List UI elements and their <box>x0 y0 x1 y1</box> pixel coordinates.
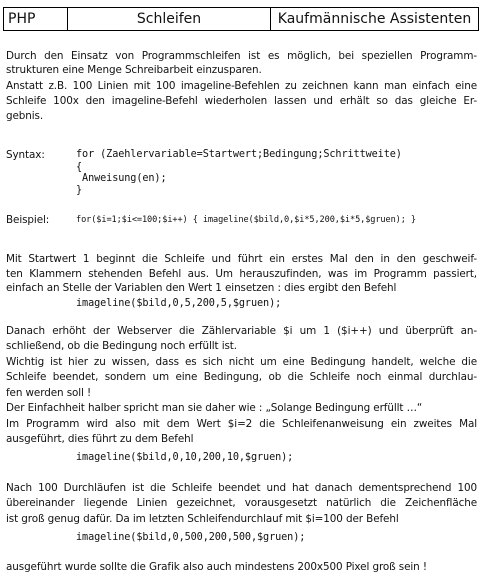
intro-line-4: Schleife 100x den imageline-Befehl wiederholen lassen und erhält so das gleiche Er- <box>6 95 477 107</box>
para2-code: imageline($bild,0,10,200,10,$gruen); <box>76 452 294 463</box>
header-subject: PHP <box>4 8 68 30</box>
syntax-code-line-4: } <box>76 185 83 196</box>
header-topic: Schleifen <box>68 8 271 30</box>
intro-line-1: Durch den Einsatz von Programmschleifen ist es möglich, bei speziellen Programm- <box>6 50 477 62</box>
syntax-label: Syntax: <box>6 149 45 161</box>
syntax-code-line-1: for (Zaehlervariable=Startwert;Bedingung;Schrittweite) <box>76 149 402 160</box>
para2-line-1: Danach erhöht der Webserver die Zählervariable $i um 1 ($i++) und überprüft an- <box>6 325 477 337</box>
para3-line-4: ausgeführt wurde sollte die Grafik also auch mindestens 200x500 Pixel groß sein ! <box>6 561 427 573</box>
syntax-code-line-2: { <box>76 162 83 173</box>
header-table <box>3 7 479 31</box>
para2-line-3: Wichtig ist hier zu wissen, dass es sich nicht um eine Bedingung handelt, welche die <box>6 356 477 368</box>
para2-line-6: Der Einfachheit halber spricht man sie daher wie : „Solange Bedingung erfüllt …“ <box>6 402 423 414</box>
para3-line-2: übereinander liegende Linien gezeichnet, vorausgesetzt natürlich die Zeichenfläche <box>6 497 477 509</box>
para2-line-2: schließend, ob die Bedingung noch erfüllt ist. <box>6 340 237 352</box>
para2-line-8: ausgeführt, dies führt zu dem Befehl <box>6 433 194 445</box>
intro-line-3: Anstatt z.B. 100 Linien mit 100 imageline-Befehlen zu zeichnen kann man einfach eine <box>6 80 477 92</box>
para3-code: imageline($bild,0,500,200,500,$gruen); <box>76 532 306 543</box>
para2-line-4: Schleife beendet, sondern um eine Bedingung, ob die Schleife noch einmal durchlau- <box>6 371 477 383</box>
para1-code: imageline($bild,0,5,200,5,$gruen); <box>76 298 282 309</box>
intro-line-5: gebnis. <box>6 110 44 122</box>
para3-line-3: ist groß genug dafür. Da im letzten Schleifendurchlauf mit $i=100 der Befehl <box>6 513 399 525</box>
syntax-code-line-3: Anweisung(en); <box>76 173 167 184</box>
para1-line-1: Mit Startwert 1 beginnt die Schleife und führt ein erstes Mal den in den geschweif- <box>6 253 477 265</box>
para3-line-1: Nach 100 Durchläufen ist die Schleife beendet und hat danach dementsprechend 100 <box>6 482 477 494</box>
para2-line-5: fen werden soll ! <box>6 387 92 399</box>
para1-line-2: ten Klammern stehenden Befehl aus. Um herauszufinden, was im Programm passiert, <box>6 268 477 280</box>
para1-line-3: einfach an Stelle der Variablen den Wert 1 einsetzen : dies ergibt den Befehl <box>6 282 397 294</box>
para2-line-7: Im Programm wird also mit dem Wert $i=2 die Schleifenanweisung ein zweites Mal <box>6 418 477 430</box>
example-code: for($i=1;$i<=100;$i++) { imageline($bild,0,$i*5,200,$i*5,$gruen); } <box>76 215 416 225</box>
header-audience: Kaufmännische Assistenten <box>277 11 472 27</box>
example-label: Beispiel: <box>6 214 50 226</box>
intro-line-2: strukturen eine Menge Schreibarbeit einzusparen. <box>6 64 262 76</box>
